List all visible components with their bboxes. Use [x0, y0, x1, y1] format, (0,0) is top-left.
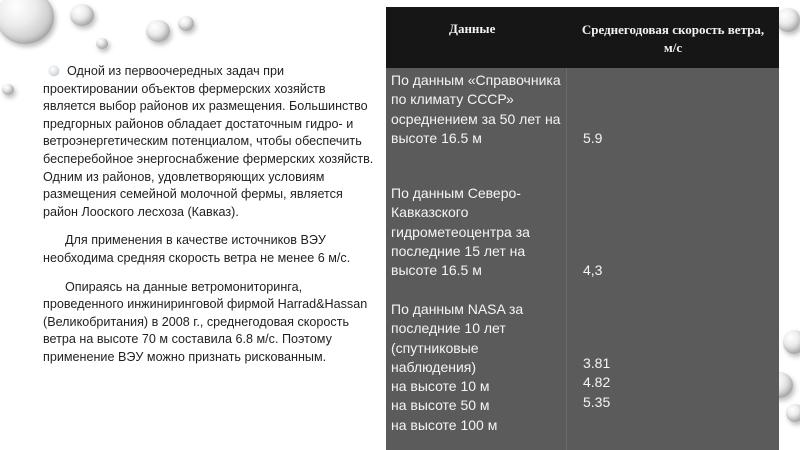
water-drop-decoration — [0, 0, 54, 44]
source-text: По данным NASA за последние 10 лет (спутниковые наблюдения) — [391, 301, 524, 375]
paragraph: Опираясь на данные ветромониторинга, проведенного инжиниринговой фирмой Harrad&Hassan (Великобритания) в 2008 г., среднегодовая скорость ветра на высоте 70 м составила 6.8 м/с. Поэтому применение ВЭУ можно признать рискованным. — [43, 279, 368, 364]
value-100m: 5.35 — [583, 393, 611, 410]
body-text — [43, 63, 378, 378]
water-drop-decoration — [783, 330, 800, 354]
column-divider — [566, 68, 567, 450]
value-10m: 3.81 — [583, 355, 611, 371]
bullet-drop-icon — [49, 66, 59, 76]
header-avg-wind-speed: Среднегодовая скорость ветра, м/с — [581, 22, 765, 55]
paragraph: Для применения в качестве источников ВЭУ необходима средняя скорость ветра не менее 6 м/с. — [43, 233, 351, 265]
water-drop-decoration — [146, 20, 170, 42]
table-row-source: По данным «Справочника по климату СССР» осреднением за 50 лет на высоте 16.5 м — [391, 72, 561, 146]
water-drop-decoration — [178, 16, 194, 31]
table-row-source: По данным Северо-Кавказского гидрометеоцентра за последние 15 лет на высоте 16.5 м — [391, 185, 530, 279]
table-row-value — [583, 354, 643, 412]
header-data: Данные — [449, 21, 496, 36]
water-drop-decoration — [70, 4, 94, 26]
water-drop-decoration — [776, 8, 800, 32]
water-drop-decoration — [2, 84, 14, 95]
source-height: на высоте 100 м — [391, 416, 498, 433]
wind-speed-table — [386, 7, 779, 450]
table-row-value: 4,3 — [583, 262, 603, 278]
table-row-value: 5.9 — [583, 130, 603, 146]
paragraph: Одной из первоочередных задач при проектировании объектов фермерских хозяйств является выбор районов их размещения. Большинство предгорных районов обладает достаточным гидро- и ветроэнергетическим потенциалом, чтобы обеспечить бесперебойное энергоснабжение фермерских хозяйств. Одним из районов, удовлетворяющих условиям размещения семейной молочной фермы, является район Лооского лесхоза (Кавказ). — [43, 64, 374, 219]
water-drop-decoration — [786, 404, 800, 422]
source-height: на высоте 50 м — [391, 397, 490, 414]
source-height: на высоте 10 м — [391, 378, 490, 395]
water-drop-decoration — [96, 38, 108, 49]
value-50m: 4.82 — [583, 374, 611, 391]
table-header — [386, 7, 779, 68]
table-row-source — [391, 300, 561, 435]
